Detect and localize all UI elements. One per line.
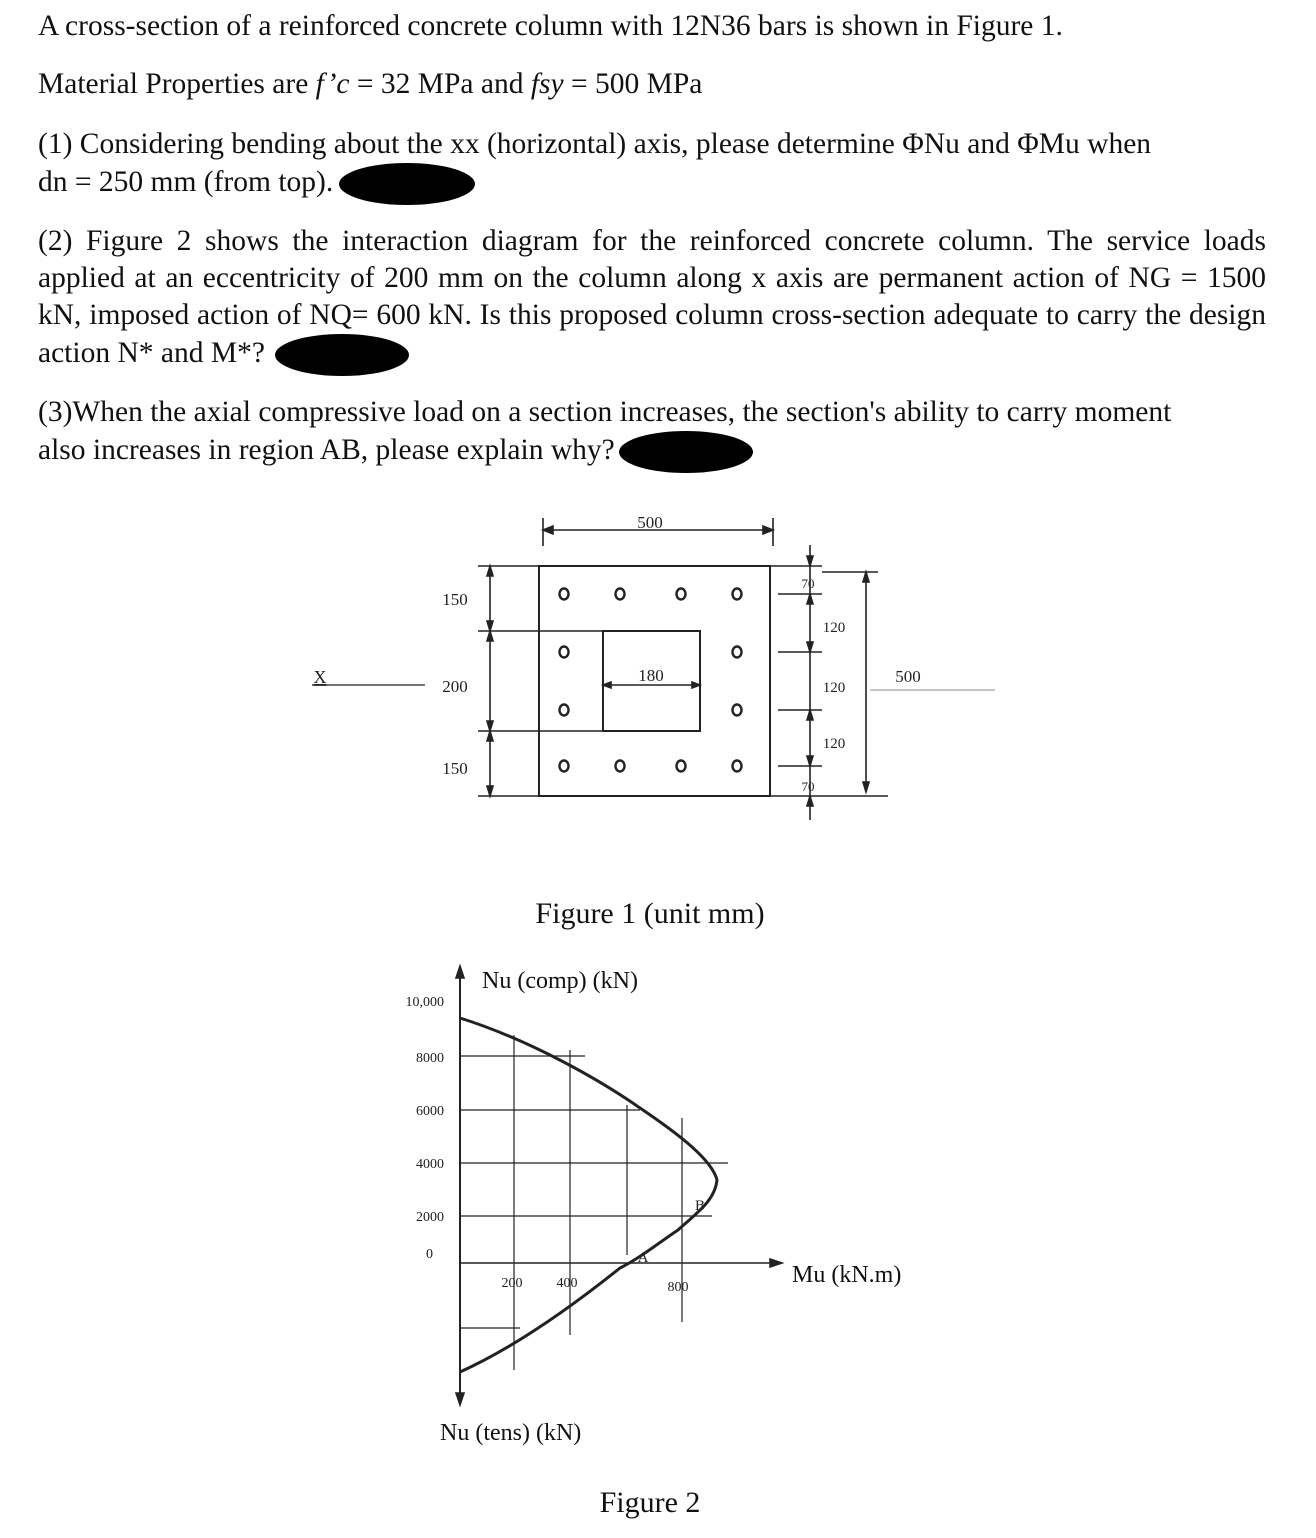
y-tick-label: 10,000: [405, 995, 444, 1010]
arrowhead: [487, 566, 493, 576]
x-tick-label: 400: [556, 1276, 578, 1291]
fsy-symbol: fsy: [530, 68, 564, 100]
rebar: [560, 647, 569, 658]
bar-spacing-label: 70: [801, 779, 815, 794]
y-axis-compression-label: Nu (comp) (kN): [482, 968, 638, 994]
height-dimension-label: 500: [895, 667, 921, 686]
y-tick-label: 4000: [416, 1157, 444, 1172]
x-axis-label: X: [313, 667, 327, 687]
arrowhead: [770, 1259, 782, 1267]
question-2-text: (2) Figure 2 shows the interaction diagram for the reinforced concrete column. The service loads applied at an eccentricity of 200 mm on the column along x axis are permanent action of NG = 1500 kN, imposed action of NQ= 600 kN. Is this proposed column cross-section adequate to carry the design action N* and M*?: [38, 225, 1266, 369]
left-dim-label: 150: [442, 759, 468, 778]
figure-2: [456, 966, 782, 1405]
rebar: [616, 589, 625, 600]
rebar: [677, 761, 686, 772]
rebar: [733, 589, 742, 600]
arrowhead: [603, 682, 611, 688]
rebar: [733, 761, 742, 772]
arrowhead: [763, 526, 773, 534]
arrowhead: [863, 782, 869, 792]
left-dim-label: 200: [442, 677, 468, 696]
arrowhead: [487, 731, 493, 741]
fsy-value: = 500 MPa: [563, 68, 703, 100]
arrowhead: [456, 1393, 464, 1405]
arrowhead: [456, 966, 464, 978]
arrowhead: [863, 572, 869, 582]
rebar: [616, 761, 625, 772]
question-1-line-1: (1) Considering bending about the xx (horizontal) axis, please determine ΦNu and ΦMu when: [38, 128, 1152, 160]
rebar: [560, 705, 569, 716]
rebar: [560, 589, 569, 600]
bar-spacing-label: 70: [801, 576, 815, 591]
rebar: [560, 761, 569, 772]
arrowhead: [807, 642, 813, 652]
bar-spacing-label: 120: [822, 680, 846, 696]
point-b-label: B: [694, 1198, 706, 1214]
y-axis-tension-label: Nu (tens) (kN): [440, 1420, 582, 1446]
figure-2-caption: Figure 2: [599, 1486, 701, 1519]
arrowhead: [487, 631, 493, 641]
arrowhead: [543, 526, 553, 534]
width-dimension-label: 500: [637, 513, 663, 532]
bar-spacing-label: 120: [822, 736, 846, 752]
fc-value: = 32 MPa and: [349, 68, 531, 100]
rebar: [733, 705, 742, 716]
arrowhead: [807, 710, 813, 720]
left-dim-label: 150: [442, 590, 468, 609]
question-3-line-2: also increases in region AB, please explain why?: [38, 433, 615, 466]
rebar: [677, 589, 686, 600]
figure-1-labels: [314, 513, 921, 794]
fc-symbol: f’c: [315, 68, 350, 100]
vertical-grid: [514, 1035, 682, 1370]
point-a-label: A: [637, 1250, 649, 1266]
y-tick-label: 8000: [416, 1051, 444, 1066]
material-prefix: Material Properties are: [38, 68, 316, 100]
y-tick-label: 0: [426, 1247, 433, 1262]
arrowhead: [692, 682, 700, 688]
intro-line: A cross-section of a reinforced concrete column with 12N36 bars is shown in Figure 1.: [38, 10, 1063, 42]
question-1-line-2: dn = 250 mm (from top).: [38, 165, 334, 198]
hollow-dimension-label: 180: [638, 666, 664, 685]
x-tick-label: 200: [501, 1276, 523, 1291]
arrowhead: [807, 594, 813, 604]
figure-2-labels: [406, 995, 706, 1295]
figure-1-caption: Figure 1 (unit mm): [535, 897, 765, 930]
arrowhead: [487, 786, 493, 796]
arrowhead: [807, 756, 813, 766]
question-3-line-1: (3)When the axial compressive load on a section increases, the section's ability to carry moment: [38, 396, 1172, 428]
arrowhead: [807, 556, 813, 566]
interaction-curve: [460, 1018, 717, 1372]
arrowhead: [807, 796, 813, 806]
x-tick-label: 800: [667, 1280, 689, 1295]
x-axis-moment-label: Mu (kN.m): [792, 1262, 902, 1288]
bar-spacing-label: 120: [822, 620, 846, 636]
rebar: [733, 647, 742, 658]
y-tick-label: 2000: [416, 1210, 444, 1225]
y-tick-label: 6000: [416, 1104, 444, 1119]
